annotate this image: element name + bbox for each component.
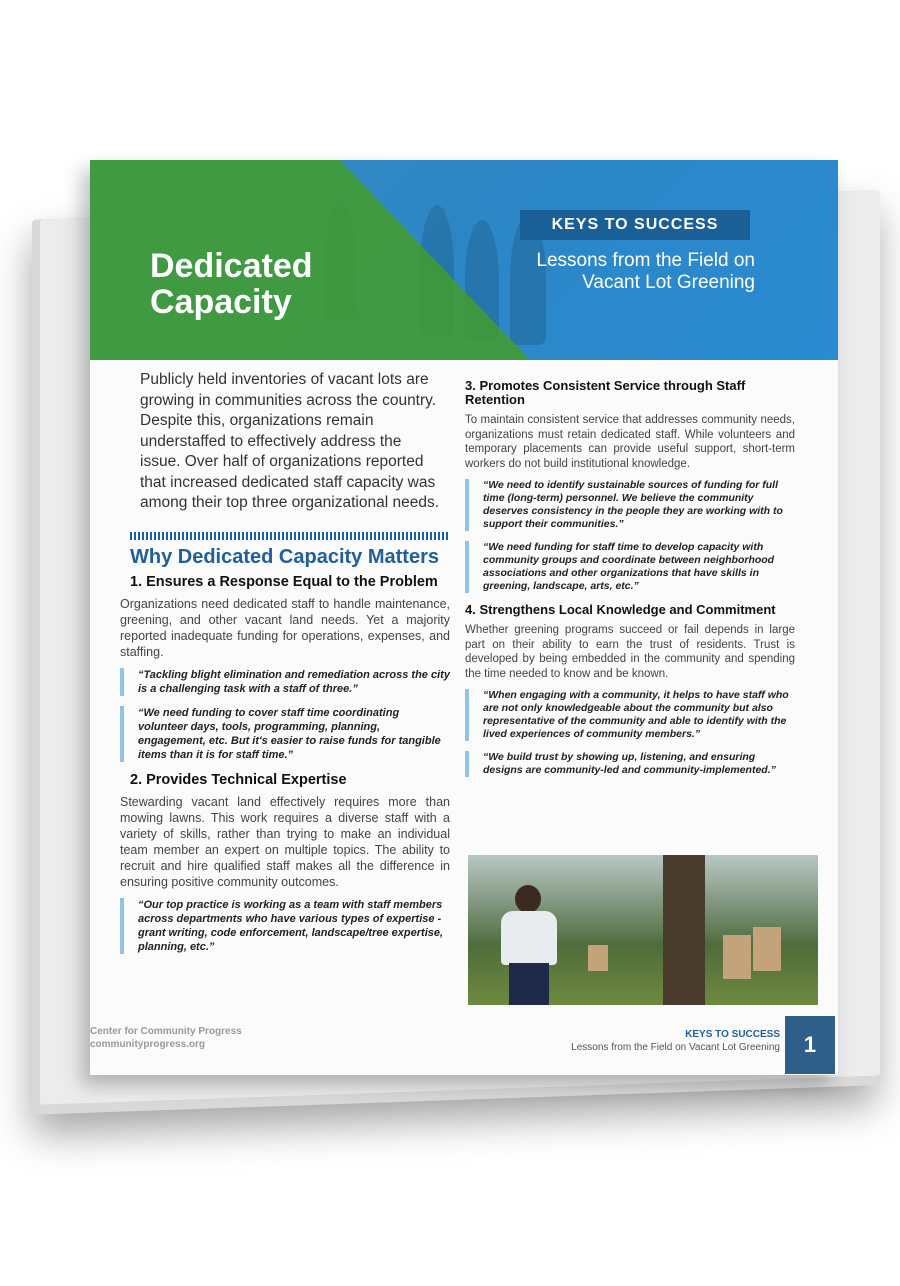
quote: “We build trust by showing up, listening, and ensuring designs are community-led and community-implemented.” <box>465 751 795 777</box>
hero-subtitle: Lessons from the Field on Vacant Lot Greening <box>536 250 755 293</box>
footer-series <box>510 1028 780 1054</box>
greening-photo <box>468 855 818 1005</box>
quote: “Tackling blight elimination and remediation across the city is a challenging task with a staff of three.” <box>120 668 450 696</box>
quote: “We need funding for staff time to develop capacity with community groups and coordinate between neighborhood associations and other organizations that have skills in greening, landscape, arts, etc.” <box>465 541 795 593</box>
right-column <box>465 375 795 787</box>
section-3-body: To maintain consistent service that addresses community needs, organizations must retain dedicated staff. While volunteers and temporary placements can provide useful support, short-term workers do not build institutional knowledge. <box>465 414 795 470</box>
section-divider <box>130 532 450 540</box>
section-3-heading: 3. Promotes Consistent Service through Staff Retention <box>465 378 746 407</box>
section-4-body: Whether greening programs succeed or fail depends in large part on their ability to earn the trust of residents. Trust is developed by being embedded in the community and spending the time needed to know and be known. <box>465 624 795 680</box>
volunteer-person <box>493 885 565 1005</box>
section-title: Why Dedicated Capacity Matters <box>130 545 439 568</box>
footer-keys: KEYS TO SUCCESS <box>685 1029 780 1040</box>
section-1-heading: 1. Ensures a Response Equal to the Problem <box>130 573 438 590</box>
intro-paragraph: Publicly held inventories of vacant lots are growing in communities across the country. Despite this, organizations remain understaffed to effectively address the issue. Over half of organizations reported that increased dedicated staff capacity was among their top three organizational needs. <box>140 371 440 511</box>
org-url: communityprogress.org <box>90 1039 206 1050</box>
yard-bag <box>723 935 751 979</box>
footer-lessons: Lessons from the Field on Vacant Lot Greening <box>571 1042 780 1053</box>
section-4-heading: 4. Strengthens Local Knowledge and Commitment <box>465 602 776 617</box>
section-1-body: Organizations need dedicated staff to handle maintenance, greening, and other vacant land needs. Yet a majority reported inadequate funding for operations, expenses, and staffing. <box>120 596 450 659</box>
quote: “Our top practice is working as a team with staff members across departments who have various types of expertise - grant writing, code enforcement, landscape/tree expertise, planning, etc.” <box>120 898 450 954</box>
page-title: Dedicated Capacity <box>150 247 313 321</box>
brochure-page <box>90 160 838 1075</box>
page-number: 1 <box>785 1016 835 1074</box>
section-2-body: Stewarding vacant land effectively requires more than mowing lawns. This work requires a diverse staff with a variety of skills, rather than trying to make an individual team member an expert on multiple topics. The ability to recruit and hire qualified staff makes all the difference in ensuring positive community outcomes. <box>120 794 450 889</box>
quote: “We need to identify sustainable sources of funding for full time (long-term) personnel. We believe the community deserves consistency in the people they are working with to support their communities.” <box>465 479 795 531</box>
tree-trunk <box>663 855 705 1005</box>
keys-to-success-badge: KEYS TO SUCCESS <box>520 210 750 240</box>
quote: “When engaging with a community, it helps to have staff who are not only knowledgeable about the community but also representative of the community and able to identify with the lived experiences of community members.” <box>465 689 795 741</box>
org-name: Center for Community Progress <box>90 1026 242 1037</box>
yard-bag <box>753 927 781 971</box>
footer-org <box>90 1025 242 1051</box>
left-column <box>120 370 450 964</box>
yard-bag <box>588 945 608 971</box>
section-2-heading: 2. Provides Technical Expertise <box>130 771 347 788</box>
quote: “We need funding to cover staff time coordinating volunteer days, tools, programming, planning, engagement, etc. But it's easier to raise funds for tangible items than it is for staff time.” <box>120 706 450 762</box>
hero-banner <box>90 160 838 360</box>
